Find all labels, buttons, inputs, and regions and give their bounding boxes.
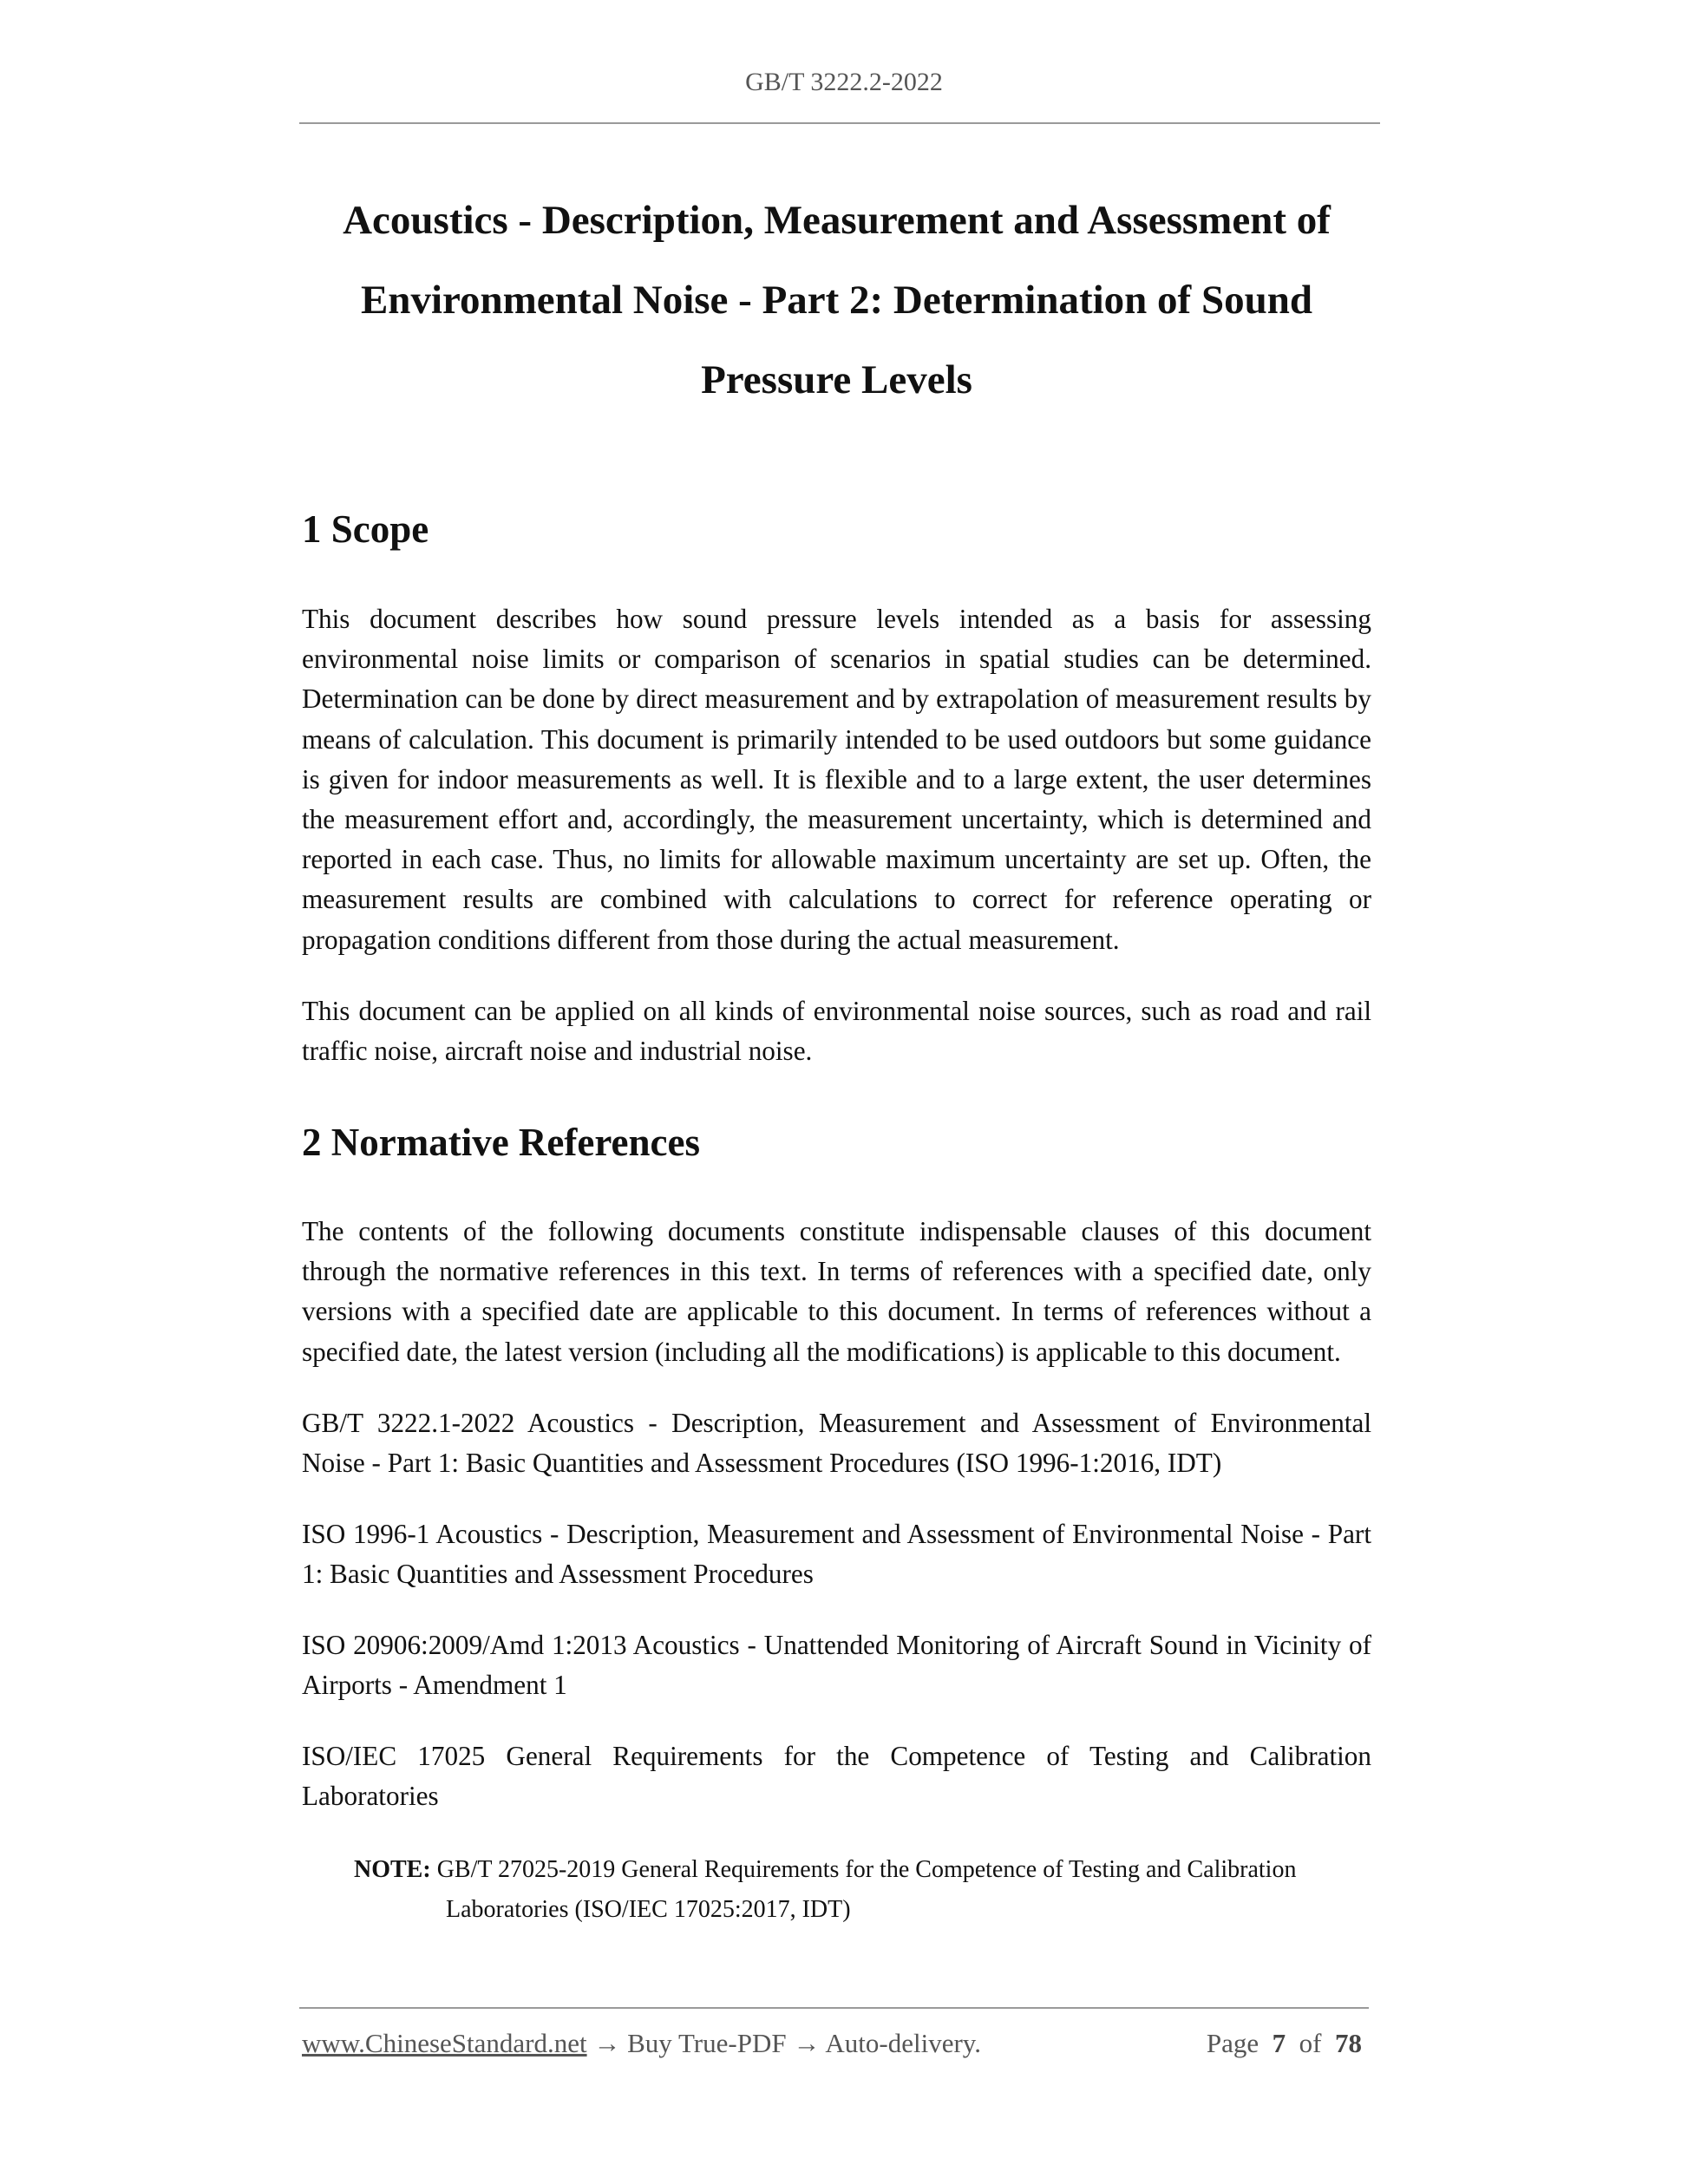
page-label: Page xyxy=(1206,2028,1259,2058)
footer-divider xyxy=(299,2007,1369,2009)
site-link[interactable]: www.ChineseStandard.net xyxy=(302,2028,587,2058)
note-label: NOTE: xyxy=(354,1856,431,1883)
page-total: 78 xyxy=(1335,2028,1362,2058)
page-number xyxy=(1207,2028,1362,2059)
note-line-2: Laboratories (ISO/IEC 17025:2017, IDT) xyxy=(446,1896,851,1923)
header-divider xyxy=(299,122,1380,124)
scope-paragraph-2: This document can be applied on all kinds of environmental noise sources, such as road and rail traffic noise, aircraft noise and industrial noise. xyxy=(302,996,1371,1067)
title-line: Environmental Noise - Part 2: Determination of Sound xyxy=(360,278,1313,323)
reference-item: ISO 1996-1 Acoustics - Description, Measurement and Assessment of Environmental Noise - Part 1: Basic Quantities and Assessment Procedures xyxy=(302,1519,1371,1590)
note-text: GB/T 27025-2019 General Requirements for the Competence of Testing and Calibration xyxy=(436,1856,1297,1883)
section-heading-normative-references: 2 Normative References xyxy=(302,1121,700,1164)
reference-item: ISO 20906:2009/Amd 1:2013 Acoustics - Unattended Monitoring of Aircraft Sound in Vicinity of Airports - Amendment 1 xyxy=(302,1630,1371,1701)
page-of: of xyxy=(1299,2028,1322,2058)
section-heading-scope: 1 Scope xyxy=(302,507,429,551)
note-line-1 xyxy=(354,1850,1371,1890)
title-line: Acoustics - Description, Measurement and Assessment of xyxy=(343,198,1331,243)
title-line: Pressure Levels xyxy=(701,357,972,402)
page-footer xyxy=(302,2028,1369,2059)
running-header: GB/T 3222.2-2022 xyxy=(745,68,943,96)
footer-buy-text: → Buy True-PDF xyxy=(586,2028,794,2058)
scope-paragraph-1: This document describes how sound pressure levels intended as a basis for assessing environmental noise limits or comparison of scenarios in spatial studies can be determined. Determination can be done by direct measurement and by extrapolation of measurement results by means of calculation. This document is primarily intended to be used outdoors but some guidance is given for indoor measurements as well. It is flexible and to a large extent, the user determines the measurement effort and, accordingly, the measurement uncertainty, which is determined and reported in each case. Thus, no limits for allowable maximum uncertainty are set up. Often, the measurement results are combined with calculations to correct for reference operating or propagation conditions different from those during the actual measurement. xyxy=(302,604,1371,955)
footer-delivery-text: → Auto-delivery. xyxy=(793,2028,982,2058)
page-current: 7 xyxy=(1272,2028,1286,2058)
normative-intro-paragraph: The contents of the following documents constitute indispensable clauses of this document through the normative references in this text. In terms of references with a specified date, only versions with a specified date are applicable to this document. In terms of references without a specified date, the latest version (including all the modifications) is applicable to this document. xyxy=(302,1216,1371,1367)
note-block xyxy=(354,1850,1371,1930)
document-title xyxy=(302,180,1371,420)
reference-item: ISO/IEC 17025 General Requirements for the Competence of Testing and Calibration Laboratories xyxy=(302,1741,1371,1812)
reference-item: GB/T 3222.1-2022 Acoustics - Description, Measurement and Assessment of Environmental Noise - Part 1: Basic Quantities and Assessment Procedures (ISO 1996-1:2016, IDT) xyxy=(302,1408,1371,1479)
